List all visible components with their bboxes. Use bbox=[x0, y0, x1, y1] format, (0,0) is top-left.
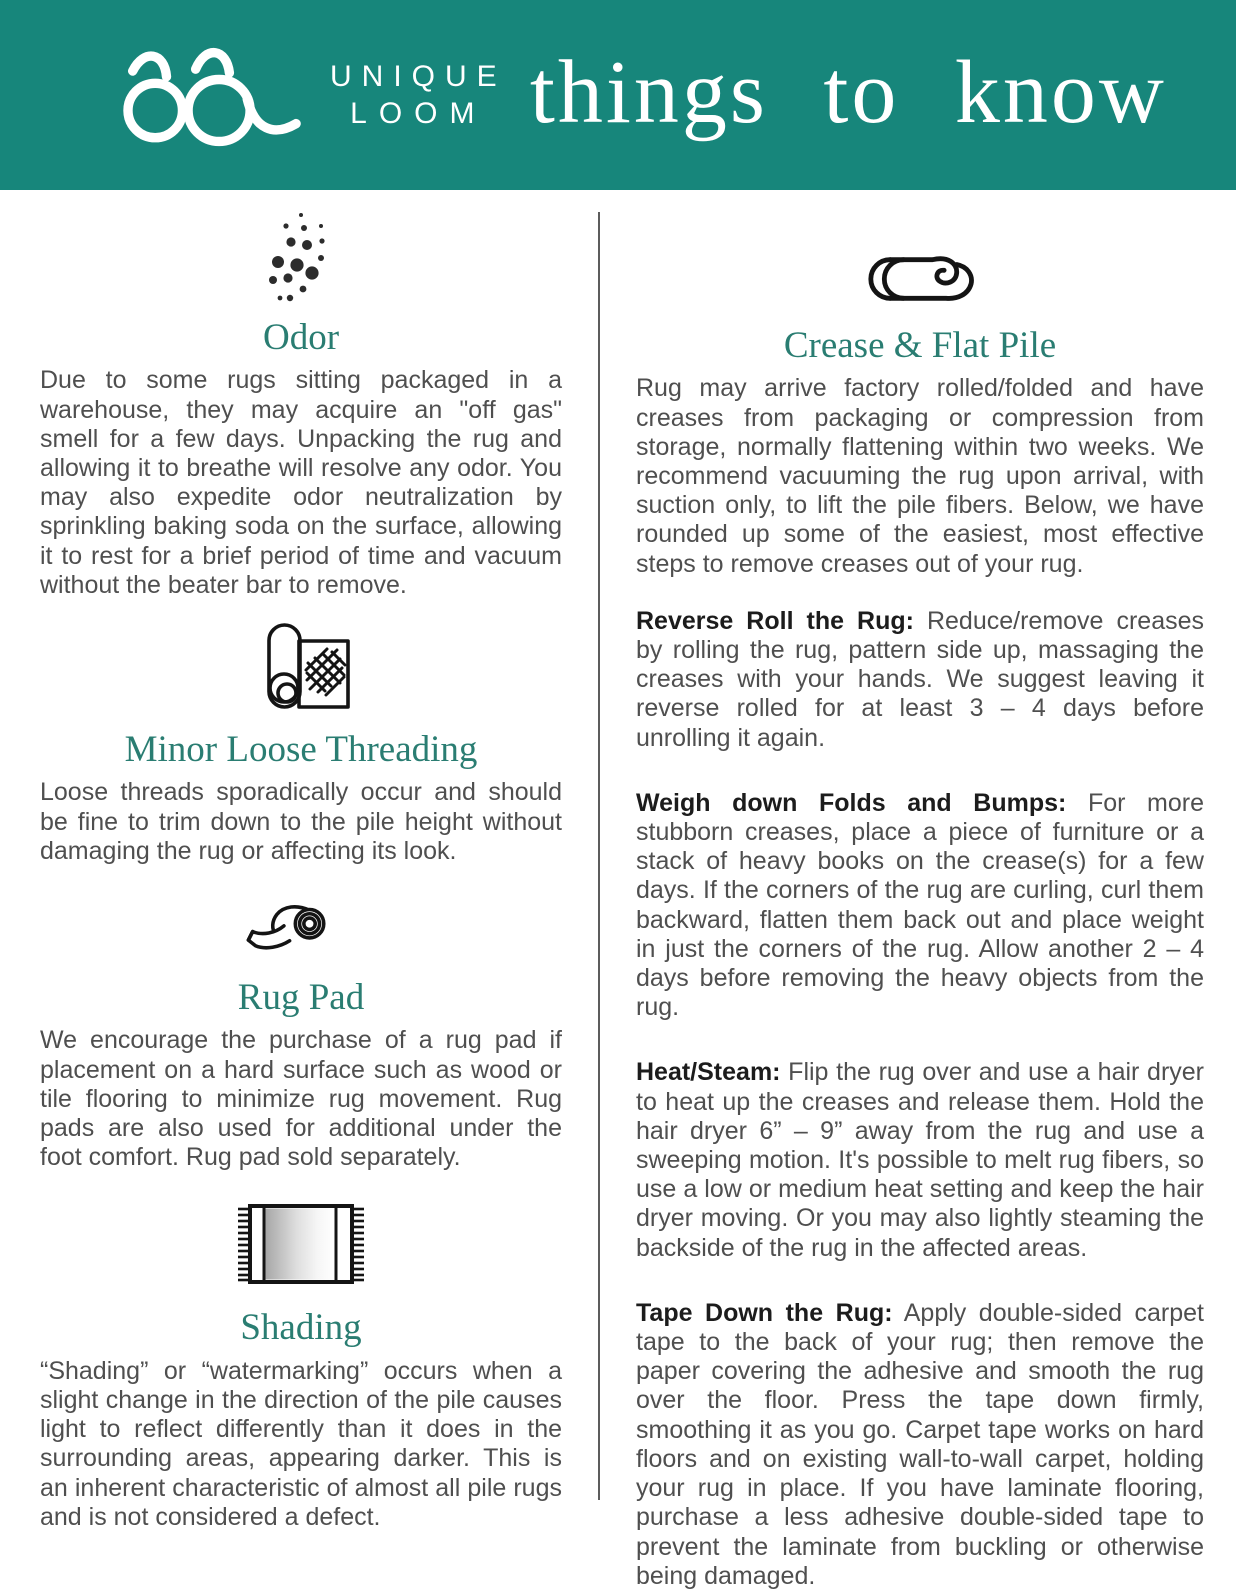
section-body-rug-pad: We encourage the purchase of a rug pad if placement on a hard surface such as wood or tile flooring to minimize rug movement. Rug pads are also used for additional under the foot comfort. Rug pad sold separately. bbox=[40, 1026, 562, 1172]
section-heading-odor: Odor bbox=[262, 317, 340, 358]
section-body-threading: Loose threads sporadically occur and should be fine to trim down to the pile height without damaging the rug or affecting its look. bbox=[40, 778, 562, 865]
tip-weigh-down bbox=[636, 789, 1204, 1023]
tip-label-tape-down: Tape Down the Rug: bbox=[636, 1298, 893, 1327]
brand-name bbox=[330, 58, 507, 133]
content-area bbox=[0, 190, 1236, 1590]
left-column bbox=[40, 190, 562, 1532]
section-crease-flat-pile bbox=[636, 252, 1204, 579]
tip-text-heat-steam: Flip the rug over and use a hair dryer to heat up the creases and release them. Hold the hair dryer 6” – 9” away from the rug and use a sweeping motion. It's possible to melt rug fibers, so use a low or medium heat setting and keep the hair dryer moving. Or you may also lightly steaming the backside of the rug in the affected areas. bbox=[636, 1058, 1204, 1262]
tip-reverse-roll bbox=[636, 607, 1204, 753]
section-minor-loose-threading bbox=[40, 618, 562, 866]
section-heading-threading: Minor Loose Threading bbox=[124, 729, 478, 771]
section-shading bbox=[40, 1202, 562, 1532]
column-divider bbox=[598, 212, 600, 1500]
unique-loom-logo-icon bbox=[106, 41, 304, 149]
rug-pad-roll-icon bbox=[242, 896, 360, 960]
tip-label-heat-steam: Heat/Steam: bbox=[636, 1058, 781, 1087]
section-body-crease: Rug may arrive factory rolled/folded and have creases from packaging or compression from storage, normally flattening within two weeks. We recommend vacuuming the rug upon arrival, with suction only, to lift the pile fibers. Below, we have rounded up some of the easiest, most effective steps to remove creases out of your rug. bbox=[636, 374, 1204, 578]
brand-line1: UNIQUE bbox=[330, 59, 507, 93]
section-body-shading: “Shading” or “watermarking” occurs when a slight change in the direction of the pile causes light to reflect differently than it does in the surrounding areas, appearing darker. This is an inherent characteristic of almost all pile rugs and is not considered a defect. bbox=[40, 1356, 562, 1531]
rolled-rug-side-icon bbox=[859, 252, 981, 306]
section-odor bbox=[40, 210, 562, 600]
brand-line2: LOOM bbox=[350, 97, 487, 130]
section-body-odor: Due to some rugs sitting packaged in a warehouse, they may acquire an "off gas" smell for a few days. Unpacking the rug and allowing it to breathe will resolve any odor. You may also expedite odor neutralization by sprinkling baking soda on the surface, allowing it to rest for a brief period of time and vacuum without the beater bar to remove. bbox=[40, 366, 562, 599]
section-heading-crease: Crease & Flat Pile bbox=[783, 325, 1057, 366]
tip-label-reverse-roll: Reverse Roll the Rug: bbox=[636, 606, 914, 635]
tip-tape-down bbox=[636, 1299, 1204, 1591]
section-heading-shading: Shading bbox=[240, 1307, 362, 1349]
shaded-rug-icon bbox=[235, 1202, 367, 1286]
brand-logo-block bbox=[106, 41, 507, 149]
section-heading-rug-pad: Rug Pad bbox=[237, 977, 365, 1019]
tip-text-reverse-roll: Reduce/remove creases by rolling the rug, pattern side up, massaging the creases with your hands. We suggest leaving it reverse rolled for at least 3 – 4 days before unrolling it again. bbox=[636, 606, 1204, 752]
tip-text-tape-down: Apply double-sided carpet tape to the back of your rug; then remove the paper covering the adhesive and smooth the rug over the floor. Press the tape down firmly, smoothing it as you go. Carpet tape works on hard floors and on existing wall-to-wall carpet, holding your rug in place. If you have laminate flooring, purchase a less adhesive double-sided tape to prevent the laminate from buckling or otherwise being damaged. bbox=[636, 1298, 1204, 1590]
odor-sprinkle-icon bbox=[264, 210, 338, 302]
right-column bbox=[636, 190, 1204, 1591]
rolled-rug-threading-icon bbox=[251, 618, 351, 712]
header-banner bbox=[0, 0, 1236, 190]
tip-text-weigh-down: For more stubborn creases, place a piece of furniture or a stack of heavy books on the crease(s) for a few days. If the corners of the rug are curling, curl them backward, flatten them back out and place weight in just the corners of the rug. Allow another 2 – 4 days before removing the heavy objects from the rug. bbox=[636, 788, 1204, 1022]
tip-heat-steam bbox=[636, 1058, 1204, 1262]
tip-label-weigh-down: Weigh down Folds and Bumps: bbox=[636, 788, 1067, 817]
section-rug-pad bbox=[40, 896, 562, 1172]
page-title: things to know bbox=[529, 42, 1167, 142]
